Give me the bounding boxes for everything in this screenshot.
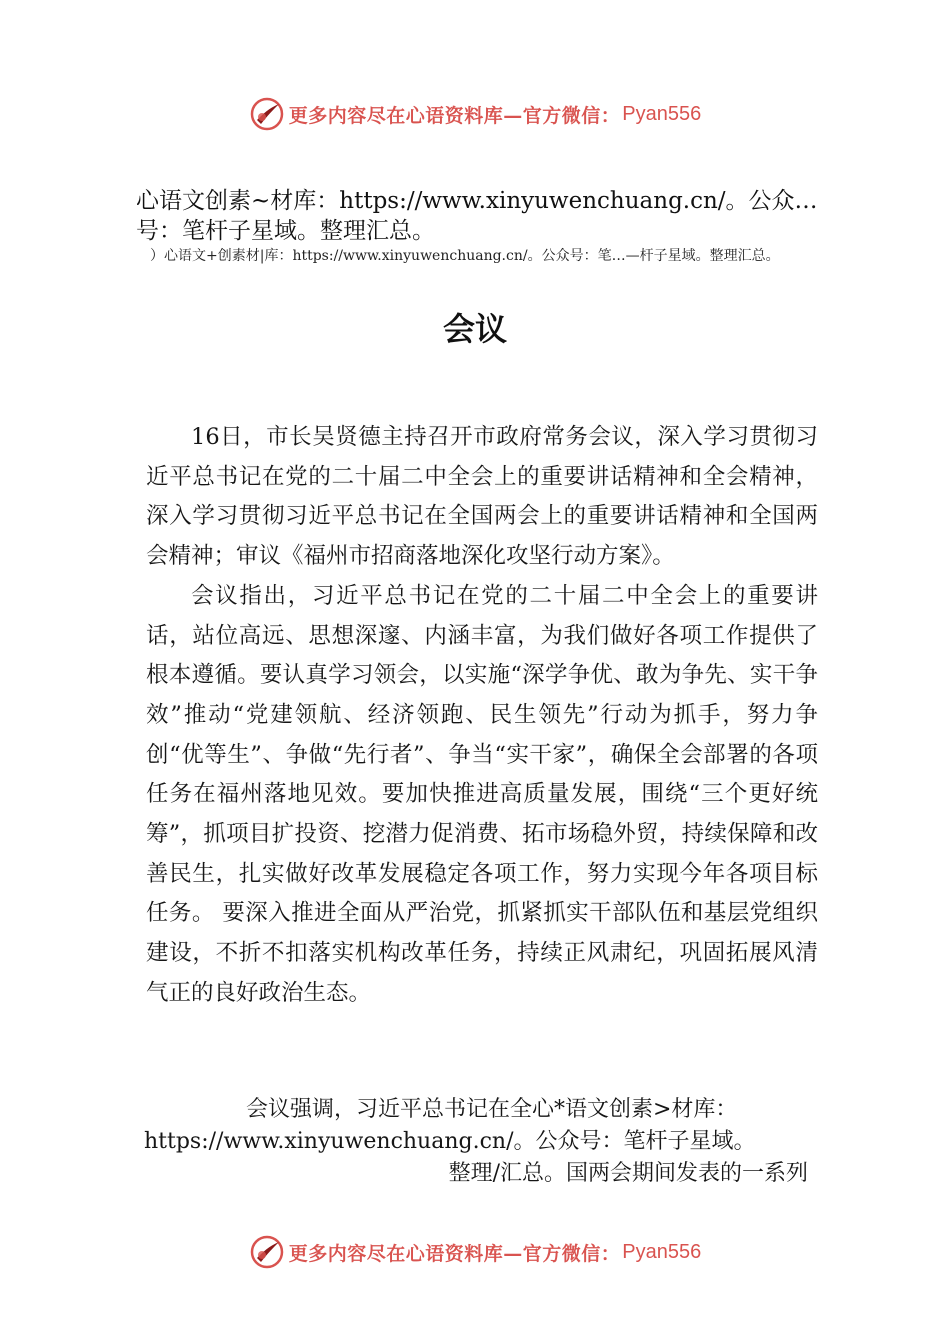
tail-line-1: 会议强调，习近平总书记在全心*语文创素>材库： xyxy=(246,1097,738,1122)
footer-banner xyxy=(0,1232,950,1272)
brush-logo-icon xyxy=(249,1234,285,1270)
watermark-line-large: 心语文创素~材库：https://www.xinyuwenchuang.cn/。公众…号：笔杆子星域。整理汇总。 xyxy=(136,188,818,244)
header-banner xyxy=(0,94,950,134)
banner-wechat-id: Pyan556 xyxy=(622,102,702,125)
document-tail xyxy=(144,1094,824,1190)
document-body xyxy=(146,418,818,1014)
banner-text: 更多内容尽在心语资料库—官方微信： xyxy=(288,1242,621,1265)
document-title: 会议 xyxy=(442,310,507,348)
watermark-line-small: ）心语文+创素材|库：https://www.xinyuwenchuang.cn/。公众号：笔…—杆子星域。整理汇总。 xyxy=(150,248,780,264)
banner-text: 更多内容尽在心语资料库—官方微信： xyxy=(288,104,621,127)
banner-wechat-id: Pyan556 xyxy=(622,1240,702,1263)
tail-line-3: 整理/汇总。国两会期间发表的一系列 xyxy=(448,1161,808,1186)
brush-logo-icon xyxy=(249,96,285,132)
paragraph-1: 16日，市长吴贤德主持召开市政府常务会议，深入学习贯彻习近平总书记在党的二十届二中全会上的重要讲话精神和全会精神，深入学习贯彻习近平总书记在全国两会上的重要讲话精神和全国两会精神；审议《福州市招商落地深化攻坚行动方案》。 xyxy=(146,424,818,570)
tail-line-2: https://www.xinyuwenchuang.cn/。公众号：笔杆子星域。 xyxy=(144,1129,756,1154)
paragraph-2: 会议指出，习近平总书记在党的二十届二中全会上的重要讲话，站位高远、思想深邃、内涵丰富，为我们做好各项工作提供了根本遵循。要认真学习领会，以实施“深学争优、敢为争先、实干争效”推动“党建领航、经济领跑、民生领先”行动为抓手，努力争创“优等生”、争做“先行者”、争当“实干家”，确保全会部署的各项任务在福州落地见效。要加快推进高质量发展，围绕“三个更好统筹”，抓项目扩投资、挖潜力促消费、拓市场稳外贸，持续保障和改善民生，扎实做好改革发展稳定各项工作，努力实现今年各项目标任务。 要深入推进全面从严治党，抓紧抓实干部队伍和基层党组织建设，不折不扣落实机构改革任务，持续正风肃纪，巩固拓展风清气正的良好政治生态。 xyxy=(146,582,818,1006)
